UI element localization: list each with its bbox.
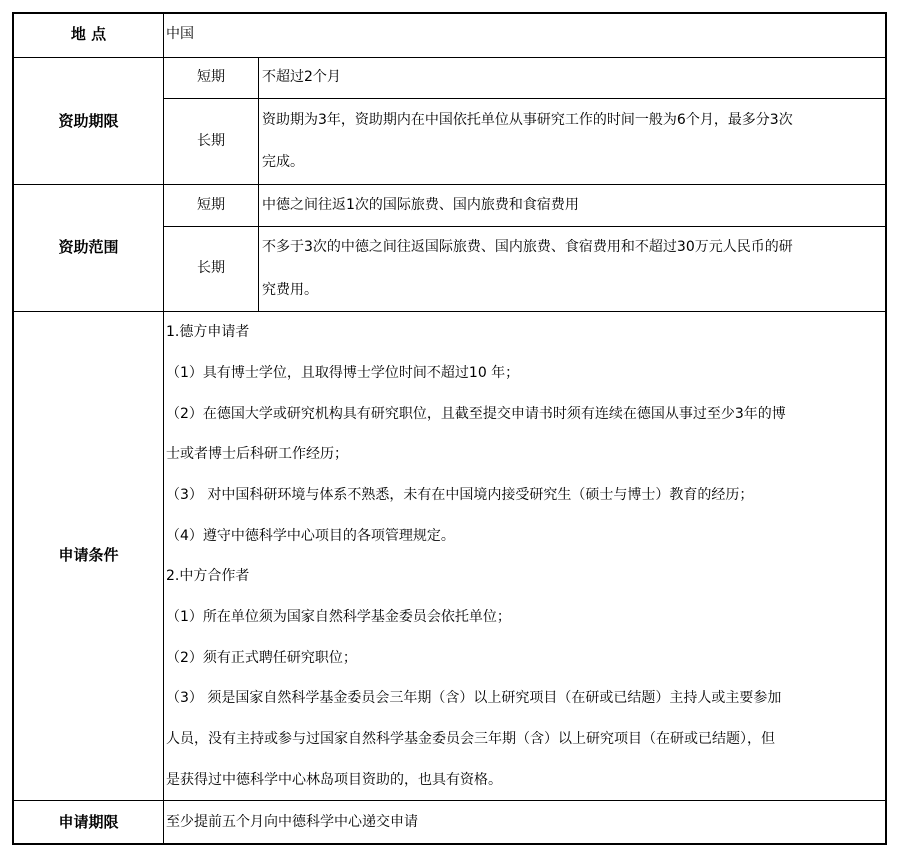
- funding-scope-long-value-1: 不多于3次的中德之间往返国际旅费、国内旅费、食宿费用和不超过30万元人民币的研: [262, 239, 793, 255]
- conditions-line: （2）在德国大学或研究机构具有研究职位，且截至提交申请书时须有连续在德国从事过至少3年的博: [166, 406, 786, 422]
- funding-scope-long-value-2: 究费用。: [262, 282, 318, 298]
- funding-scope-short-label: 短期: [197, 197, 225, 213]
- conditions-line: （2）须有正式聘任研究职位；: [166, 650, 357, 666]
- conditions-line: （3） 须是国家自然科学基金委员会三年期（含）以上研究项目（在研或已结题）主持人或主要参加: [166, 690, 782, 706]
- border-right: [885, 12, 887, 845]
- row-divider: [12, 800, 887, 801]
- deadline-value: 至少提前五个月向中德科学中心递交申请: [166, 814, 418, 830]
- row-divider: [12, 57, 887, 58]
- row-divider: [12, 311, 887, 312]
- funding-period-long-value-1: 资助期为3年，资助期内在中国依托单位从事研究工作的时间一般为6个月，最多分3次: [262, 112, 793, 128]
- funding-period-short-value: 不超过2个月: [262, 69, 341, 85]
- funding-scope-long-label: 长期: [197, 260, 225, 276]
- conditions-line: （1）具有博士学位，且取得博士学位时间不超过10 年；: [166, 365, 520, 381]
- funding-scope-label: 资助范围: [58, 238, 119, 256]
- conditions-line: （1）所在单位须为国家自然科学基金委员会依托单位；: [166, 609, 511, 625]
- conditions-line: （3） 对中国科研环境与体系不熟悉，未有在中国境内接受研究生（硕士与博士）教育的经历；: [166, 487, 754, 503]
- funding-scope-short-value: 中德之间往返1次的国际旅费、国内旅费和食宿费用: [262, 197, 579, 213]
- location-label: 地 点: [70, 25, 107, 43]
- funding-period-label: 资助期限: [58, 112, 119, 130]
- location-value: 中国: [166, 26, 194, 42]
- row-divider: [164, 98, 887, 99]
- conditions-line: 1.德方申请者: [166, 324, 250, 340]
- border-left: [12, 12, 14, 845]
- border-top: [12, 12, 887, 14]
- funding-period-short-label: 短期: [197, 69, 225, 85]
- conditions-line: 2.中方合作者: [166, 568, 250, 584]
- row-divider: [12, 184, 887, 185]
- column-divider: [258, 57, 259, 311]
- deadline-label: 申请期限: [58, 813, 119, 831]
- conditions-line: 士或者博士后科研工作经历；: [166, 446, 348, 462]
- conditions-line: 是获得过中德科学中心林岛项目资助的，也具有资格。: [166, 772, 502, 788]
- conditions-line: （4）遵守中德科学中心项目的各项管理规定。: [166, 528, 455, 544]
- funding-period-long-label: 长期: [197, 133, 225, 149]
- border-bottom: [12, 843, 887, 845]
- row-divider: [164, 226, 887, 227]
- conditions-line: 人员，没有主持或参与过国家自然科学基金委员会三年期（含）以上研究项目（在研或已结题），但: [166, 731, 775, 747]
- conditions-label: 申请条件: [58, 546, 119, 564]
- funding-period-long-value-2: 完成。: [262, 154, 304, 170]
